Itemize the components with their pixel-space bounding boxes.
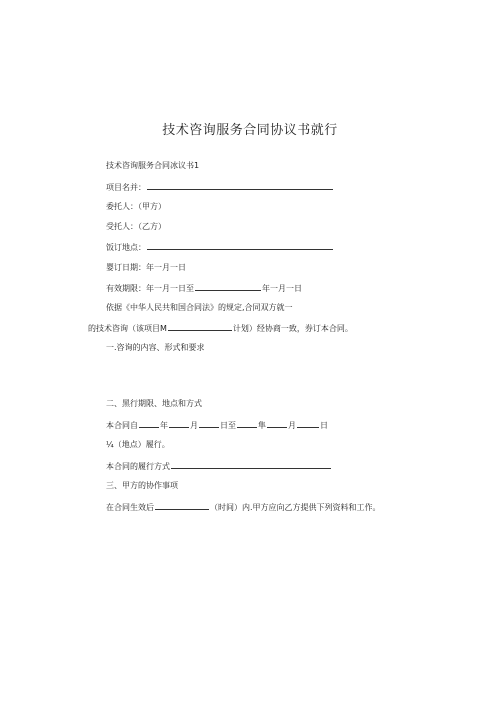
period-month2-blank xyxy=(267,419,287,428)
signing-place-row xyxy=(106,241,334,253)
validity-from: 年一月一日至 xyxy=(146,284,194,293)
project-name-blank xyxy=(147,181,333,190)
period-to: 日至 xyxy=(220,421,236,430)
period-month-blank xyxy=(169,419,189,428)
project-name-row xyxy=(106,181,334,193)
coop-time-blank xyxy=(155,501,209,510)
coop-suffix: （时间）内.甲方应向乙方提供下列资料和工作。 xyxy=(210,503,381,512)
signing-date: 婴订日期：年一月一日 xyxy=(106,263,186,272)
period-month: 月 xyxy=(190,421,198,430)
section-1-heading: 一.咨询的内容、形式和要求 xyxy=(106,343,205,352)
basis-line-2-prefix: 的技术咨询（该项目M xyxy=(88,324,167,333)
coop-row xyxy=(106,501,381,513)
period-day-blank xyxy=(199,419,219,428)
document-title: 技术咨询服务合同协议书就行 xyxy=(162,123,338,138)
validity-label: 有效期限： xyxy=(106,284,146,293)
document-subtitle: 技术咨询服务合同冰议书1 xyxy=(106,161,200,170)
period-row xyxy=(106,419,328,431)
trustee-label: 受托人：（乙方） xyxy=(106,222,166,231)
validity-blank xyxy=(195,282,261,291)
client-label: 委托人：（甲方） xyxy=(106,202,166,211)
signing-place-blank xyxy=(147,241,333,250)
coop-prefix: 在合同生效后 xyxy=(106,503,154,512)
period-day2-blank xyxy=(297,419,319,428)
project-name-label: 项目名并： xyxy=(106,183,146,192)
period-year: 年 xyxy=(160,421,168,430)
basis-line-2-suffix: 计划）经协商一致，券订本合同。 xyxy=(232,324,353,333)
validity-row xyxy=(106,282,302,294)
period-year2: 隼 xyxy=(258,421,266,430)
validity-to: 年一月一日 xyxy=(262,284,302,293)
method-row xyxy=(106,460,332,472)
basis-line-1: 依据《中华人民共和国合同法》的规定,合同双方就一 xyxy=(106,303,293,312)
period-month2: 月 xyxy=(288,421,296,430)
section-3-heading: 三、甲方的协作事项 xyxy=(106,481,178,490)
period-year2-blank xyxy=(237,419,257,428)
basis-line-2 xyxy=(88,322,353,334)
period-prefix: 本合同自 xyxy=(106,421,138,430)
plan-blank xyxy=(168,322,232,331)
section-2-heading: 二、黑行期限、地点和方式 xyxy=(106,399,202,408)
method-label: 本合同的履行方式 xyxy=(106,462,170,471)
signing-place-label: 饭订地点： xyxy=(106,243,146,252)
method-blank xyxy=(171,460,331,469)
place-line: ¼（地点）履行。 xyxy=(106,440,170,449)
period-year-blank xyxy=(139,419,159,428)
period-day2: 日 xyxy=(320,421,328,430)
